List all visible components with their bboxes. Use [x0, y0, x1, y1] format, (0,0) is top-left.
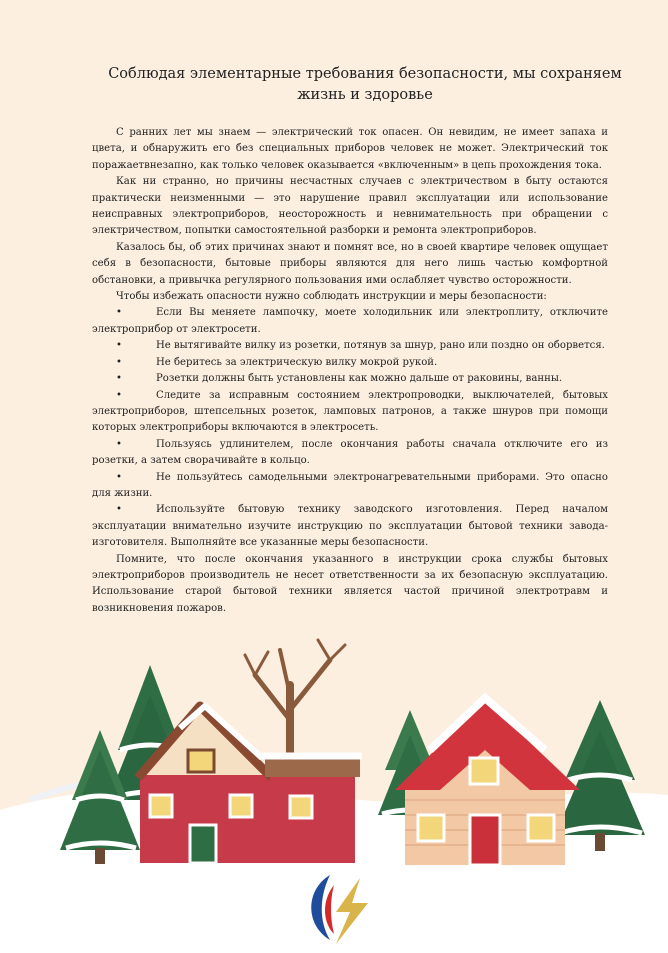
bullet-icon: • — [116, 307, 122, 319]
paragraph-5: Помните, что после окончания указанного в инструкции срока службы бытовых электроприборов производитель не несет ответственности за их безопасную эксплуатацию. Использование старой бытовой техники является частой причиной электротравм и возникновения пожаров. — [92, 553, 608, 614]
bullet-icon: • — [116, 340, 122, 352]
list-item: • Не пользуйтесь самодельными электронагревательными приборами. Это опасно для жизни. — [92, 471, 608, 499]
list-item: • Розетки должны быть установлены как можно дальше от раковины, ванны. — [92, 371, 608, 387]
bullet-icon: • — [116, 438, 122, 450]
list-item: • Используйте бытовую технику заводского изготовления. Перед началом эксплуатации внимательно изучите инструкцию по эксплуатации бытовой техники завода-изготовителя. Выполняйте все указанные меры безопасности. — [92, 504, 608, 549]
page-title: Соблюдая элементарные требования безопасности, мы сохраняем жизнь и здоровье — [108, 66, 622, 103]
bullet-icon: • — [116, 389, 122, 401]
list-item: • Не беритесь за электрическую вилку мокрой рукой. — [92, 355, 608, 371]
list-item: • Не вытягивайте вилку из розетки, потянув за шнур, рано или поздно он оборвется. — [92, 338, 608, 354]
paragraph-4: Чтобы избежать опасности нужно соблюдать инструкции и меры безопасности: — [116, 291, 547, 303]
list-item: • Следите за исправным состоянием электропроводки, выключателей, бытовых электроприборов, штепсельных розеток, ламповых патронов, а также шнуров при помощи которых электроприборы включаются в электросеть. — [92, 389, 608, 434]
paragraph-1: С ранних лет мы знаем — электрический ток опасен. Он невидим, не имеет запаха и цвета, и обнаружить его без специальных приборов человек не может. Электрический ток поражаетвнезапно, как только человек оказывается «включенным» в цепь прохождения тока. — [92, 127, 608, 171]
bullet-icon: • — [116, 471, 122, 483]
bullet-icon: • — [116, 356, 122, 368]
winter-houses-illustration — [0, 600, 668, 953]
bullet-icon: • — [116, 373, 122, 385]
paragraph-3: Казалось бы, об этих причинах знают и помнят все, но в своей квартире человек ощущает себя в безопасности, бытовые приборы являются для него лишь частью комфортной обстановки, а привычка регулярного пользования ими ослабляет чувство осторожности. — [92, 241, 608, 286]
pine-tree-icon — [555, 700, 645, 851]
paragraph-2: Как ни странно, но причины несчастных случаев с электричеством в быту остаются практически неизменными — это нарушение правил эксплуатации или использование неисправных электроприборов, неосторожность и невнимательность при обращении с электричеством, попытки самостоятельной разборки и ремонта электроприборов. — [92, 176, 608, 237]
document-body — [92, 125, 608, 617]
bare-tree-icon — [245, 640, 345, 770]
bullet-icon: • — [116, 504, 122, 516]
house-right-icon — [395, 698, 580, 865]
list-item: • Пользуясь удлинителем, после окончания работы сначала отключите его из розетки, а затем сворачивайте в кольцо. — [92, 438, 608, 467]
list-item: • Если Вы меняете лампочку, моете холодильник или электроплиту, отключите электроприбор от электросети. — [92, 307, 608, 335]
